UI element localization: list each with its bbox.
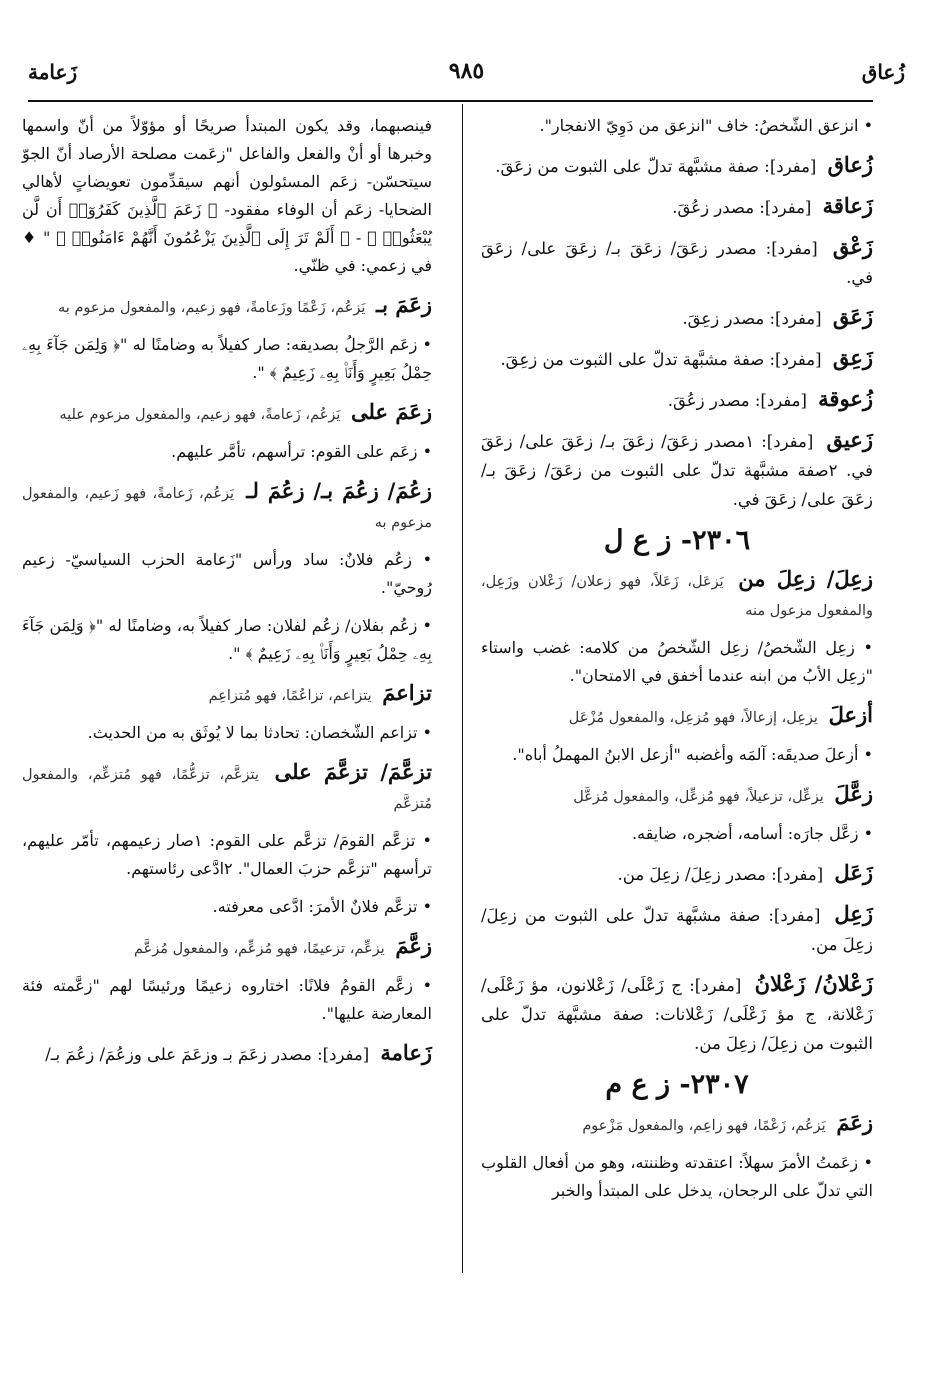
entry-definition: يَزعُم، زَعْمًا، فهو زاعِم، والمفعول مَزْعوم xyxy=(582,1118,831,1134)
dictionary-entry xyxy=(22,397,432,428)
sense-paragraph: • زعَم على القوم: ترأسهم، تأمَّر عليهم. xyxy=(171,442,432,461)
entry-definition: [مفرد]: ١مصدر زعَقَ/ زعَقَ بـ/ زعَقَ على/ زعَقَ في. ٢صفة مشبَّهة تدلّ على الثبوت من زعَقَ/ زعَقَ بـ/ زعَقَ على/ زعَقَ في. xyxy=(481,432,873,509)
entry-definition: يَزعُم، زَعامةً، فهو زَعيم، والمفعول مزعوم به xyxy=(22,486,432,531)
dictionary-entry xyxy=(22,1038,432,1069)
entry-headword: زَعَق xyxy=(832,304,873,329)
dictionary-entry xyxy=(22,757,432,817)
entry-headword: زعَمَ على xyxy=(351,399,432,424)
root-heading: ٢٣٠٧- ز ع م xyxy=(605,1069,749,1100)
entry-definition: [مفرد]: صفة مشبَّهة تدلّ على الثبوت من زعَقَ. xyxy=(495,157,822,176)
sense-paragraph: • أزعلَ صديقَه: آلمَه وأغضبه "أزعل الابنُ المهملُ أباه". xyxy=(512,745,873,764)
entry-headword: زعَمَ xyxy=(836,1110,873,1135)
dictionary-entry xyxy=(481,191,873,222)
entry-headword: زُعوقة xyxy=(818,386,873,411)
entry-definition: يتزاعم، تزاعُمًا، فهو مُتزاعِم xyxy=(208,688,377,704)
dictionary-entry xyxy=(481,425,873,514)
entry-definition: يتزعَّم، تزعُّمًا، فهو مُتزعِّم، والمفعول مُتزعَّم xyxy=(22,767,432,812)
running-head-last-word: زَعامة xyxy=(28,60,78,84)
sense-paragraph: • تزعَّم فلانٌ الأمرَ: ادَّعى معرفته. xyxy=(212,897,432,916)
entry-headword: تزعَّمَ/ تزعَّمَ على xyxy=(274,759,432,784)
sense-paragraph: • انزعق الشّخصُ: خاف "انزعق من دَوِيّ الانفجار". xyxy=(539,116,873,135)
entry-definition: يزعِل، إزعالاً، فهو مُزعِل، والمفعول مُزْعَل xyxy=(568,710,823,726)
entry-definition: [مفرد]: مصدر زعَقَ/ زعَقَ بـ/ زعَقَ على/ زعَقَ في. xyxy=(481,239,873,287)
entry-headword: زَعِل xyxy=(834,901,873,926)
page-header xyxy=(28,58,905,98)
entry-headword: زَعْلانُ/ زَعْلانُ xyxy=(754,971,874,996)
entry-definition: [مفرد]: ج زَعْلَى/ زَعْلانون، مؤ زَعْلَى/ زَعْلانة، ج مؤ زَعْلَى/ زَعْلانات: صفة مشبَّهة تدلّ على الثبوت من زعِلَ/ زعِلَ من. xyxy=(481,976,873,1053)
entry-headword: زعِلَ/ زعِلَ من xyxy=(738,566,873,591)
sense-paragraph: • تزاعم الشّخصان: تحادثا بما لا يُوثَق به من الحديث. xyxy=(87,723,432,742)
page-number: ٩٨٥ xyxy=(448,58,485,84)
sense-paragraph: • تزعَّم القومَ/ تزعَّم على القوم: ١صار زعيمهم، تأمّر عليهم، ترأسهم "تزعَّم حزبَ العمال". ٢ادَّعى رئاستهم. xyxy=(22,831,432,878)
dictionary-entry xyxy=(481,1108,873,1139)
dictionary-entry xyxy=(481,343,873,374)
dictionary-entry xyxy=(22,476,432,536)
entry-definition: [مفرد]: مصدر زعَمَ بـ وزعَمَ على وزعُمَ/ زعُمَ بـ/ xyxy=(45,1045,375,1064)
sense-paragraph: • زعِل الشّخصُ/ زعِل الشّخصُ من كلامه: غضب واستاء "زعِل الأبُ من ابنه عندما أخفق في الامتحان". xyxy=(481,638,873,685)
dictionary-entry xyxy=(481,302,873,333)
right-column xyxy=(481,112,873,1215)
sense-paragraph: • زعُم بفلان/ زعُم لفلان: صار كفيلاً به، وضامنًا له "﴿ وَلِمَن جَآءَ بِهِۦ حِمْلُ بَعِيرٍ وَأَنَا۠ بِهِۦ زَعِيمٌ ﴾ ". xyxy=(22,616,432,663)
dictionary-entry xyxy=(22,931,432,962)
dictionary-entry xyxy=(481,232,873,292)
entry-definition: يَزعَل، زَعَلاً، فهو زعلان/ زَعْلان وزَعِل، والمفعول مزعول منه xyxy=(481,574,873,619)
entry-definition: يَزعُم، زَعامةً، فهو زعيم، والمفعول مزعوم عليه xyxy=(59,407,346,423)
entry-headword: زعَّمَ xyxy=(395,933,432,958)
entry-headword: زَعامة xyxy=(380,1040,432,1065)
entry-definition: [مفرد]: صفة مشبَّهة تدلّ على الثبوت من زعِلَ/ زعِلَ من. xyxy=(481,906,873,954)
entry-headword: زَعْق xyxy=(832,234,873,259)
entry-headword: زُعاق xyxy=(827,152,873,177)
dictionary-entry xyxy=(22,290,432,321)
entry-definition: [مفرد]: صفة مشبَّهة تدلّ على الثبوت من زعِقَ. xyxy=(500,350,827,369)
entry-headword: أزعلَ xyxy=(828,702,873,727)
entry-headword: تزاعمَ xyxy=(382,680,432,705)
entry-definition: [مفرد]: مصدر زعُقَ. xyxy=(667,391,813,410)
running-head-first-word: زُعاق xyxy=(861,60,905,84)
entry-headword: زَعاقة xyxy=(822,193,873,218)
entry-headword: زعَمَ بـ xyxy=(376,292,432,317)
sense-paragraph: • زعَم الرَّجلُ بصديقه: صار كفيلاً به وضامنًا له "﴿ وَلِمَن جَآءَ بِهِۦ حِمْلُ بَعِيرٍ وَأَنَا۠ بِهِۦ زَعِيمٌ ﴾ ". xyxy=(22,335,432,382)
sense-paragraph: • زعَّل جارَه: أسامه، أضجره، ضايقه. xyxy=(632,824,873,843)
dictionary-entry xyxy=(481,858,873,889)
entry-headword: زَعَل xyxy=(834,860,873,885)
dictionary-entry xyxy=(481,700,873,731)
sense-paragraph: • زعَّم القومُ فلانًا: اختاروه زعيمًا ورئيسًا لهم "زعَّمته فئة المعارضة عليها". xyxy=(22,976,433,1023)
sense-paragraph: فينصبهما، وقد يكون المبتدأ صريحًا أو مؤوّلاً من أنّ واسمها وخبرها أو أنْ والفعل والفاعل "زعَمت مصلحة الأرصاد أنّ الجوّ سيتحسّن- زعَم المسئولون أنهم سيقدِّمون تعويضاتٍ لأهالي الضحايا- زعَم أن الوفاء مفقود- ﴿ زَعَمَ ٱلَّذِينَ كَفَرُوٓا۟ أَن لَّن يُبْعَثُوا۟ ﴾ - ﴿ أَلَمْ تَرَ إِلَى ٱلَّذِينَ يَزْعُمُونَ أَنَّهُمْ ءَامَنُوا۟ ﴾ " ♦ في زعمي: في ظنّي. xyxy=(22,116,432,275)
dictionary-entry xyxy=(481,899,873,959)
entry-definition: [مفرد]: مصدر زعُقَ. xyxy=(672,198,817,217)
header-rule xyxy=(28,100,873,102)
entry-headword: زعُمَ/ زعُمَ بـ/ زعُمَ لـ xyxy=(246,478,432,503)
dictionary-entry xyxy=(481,969,873,1058)
entry-headword: زَعِق xyxy=(832,345,873,370)
entry-definition: [مفرد]: مصدر زعِقَ. xyxy=(682,309,827,328)
entry-definition: [مفرد]: مصدر زعِلَ/ زعِلَ من. xyxy=(617,865,829,884)
entry-definition: يزعِّل، تزعيلاً، فهو مُزعِّل، والمفعول مُزعَّل xyxy=(573,789,829,805)
left-column xyxy=(22,112,432,1079)
entry-definition: يَزعُم، زَعْمًا وزَعامةً، فهو زعيم، والمفعول مزعوم به xyxy=(58,300,371,316)
dictionary-entry xyxy=(481,384,873,415)
dictionary-entry xyxy=(481,779,873,810)
dictionary-entry xyxy=(22,678,432,709)
entry-headword: زَعيق xyxy=(826,427,873,452)
entry-headword: زعَّلَ xyxy=(834,781,873,806)
entry-definition: يزعِّم، تزعيمًا، فهو مُزعِّم، والمفعول مُزعَّم xyxy=(134,941,390,957)
sense-paragraph: • زعُم فلانٌ: ساد ورأس "زَعامة الحزب السياسيّ- زعيم رُوحيّ". xyxy=(22,550,432,597)
root-heading: ٢٣٠٦- ز ع ل xyxy=(603,525,751,556)
dictionary-entry xyxy=(481,564,873,624)
sense-paragraph: • زعَمتُ الأمرَ سهلاً: اعتقدته وظننته، وهو من أفعال القلوب التي تدلّ على الرجحان، يدخل على المبتدأ والخبر xyxy=(481,1153,873,1200)
column-divider xyxy=(462,104,463,1273)
dictionary-entry xyxy=(481,150,873,181)
